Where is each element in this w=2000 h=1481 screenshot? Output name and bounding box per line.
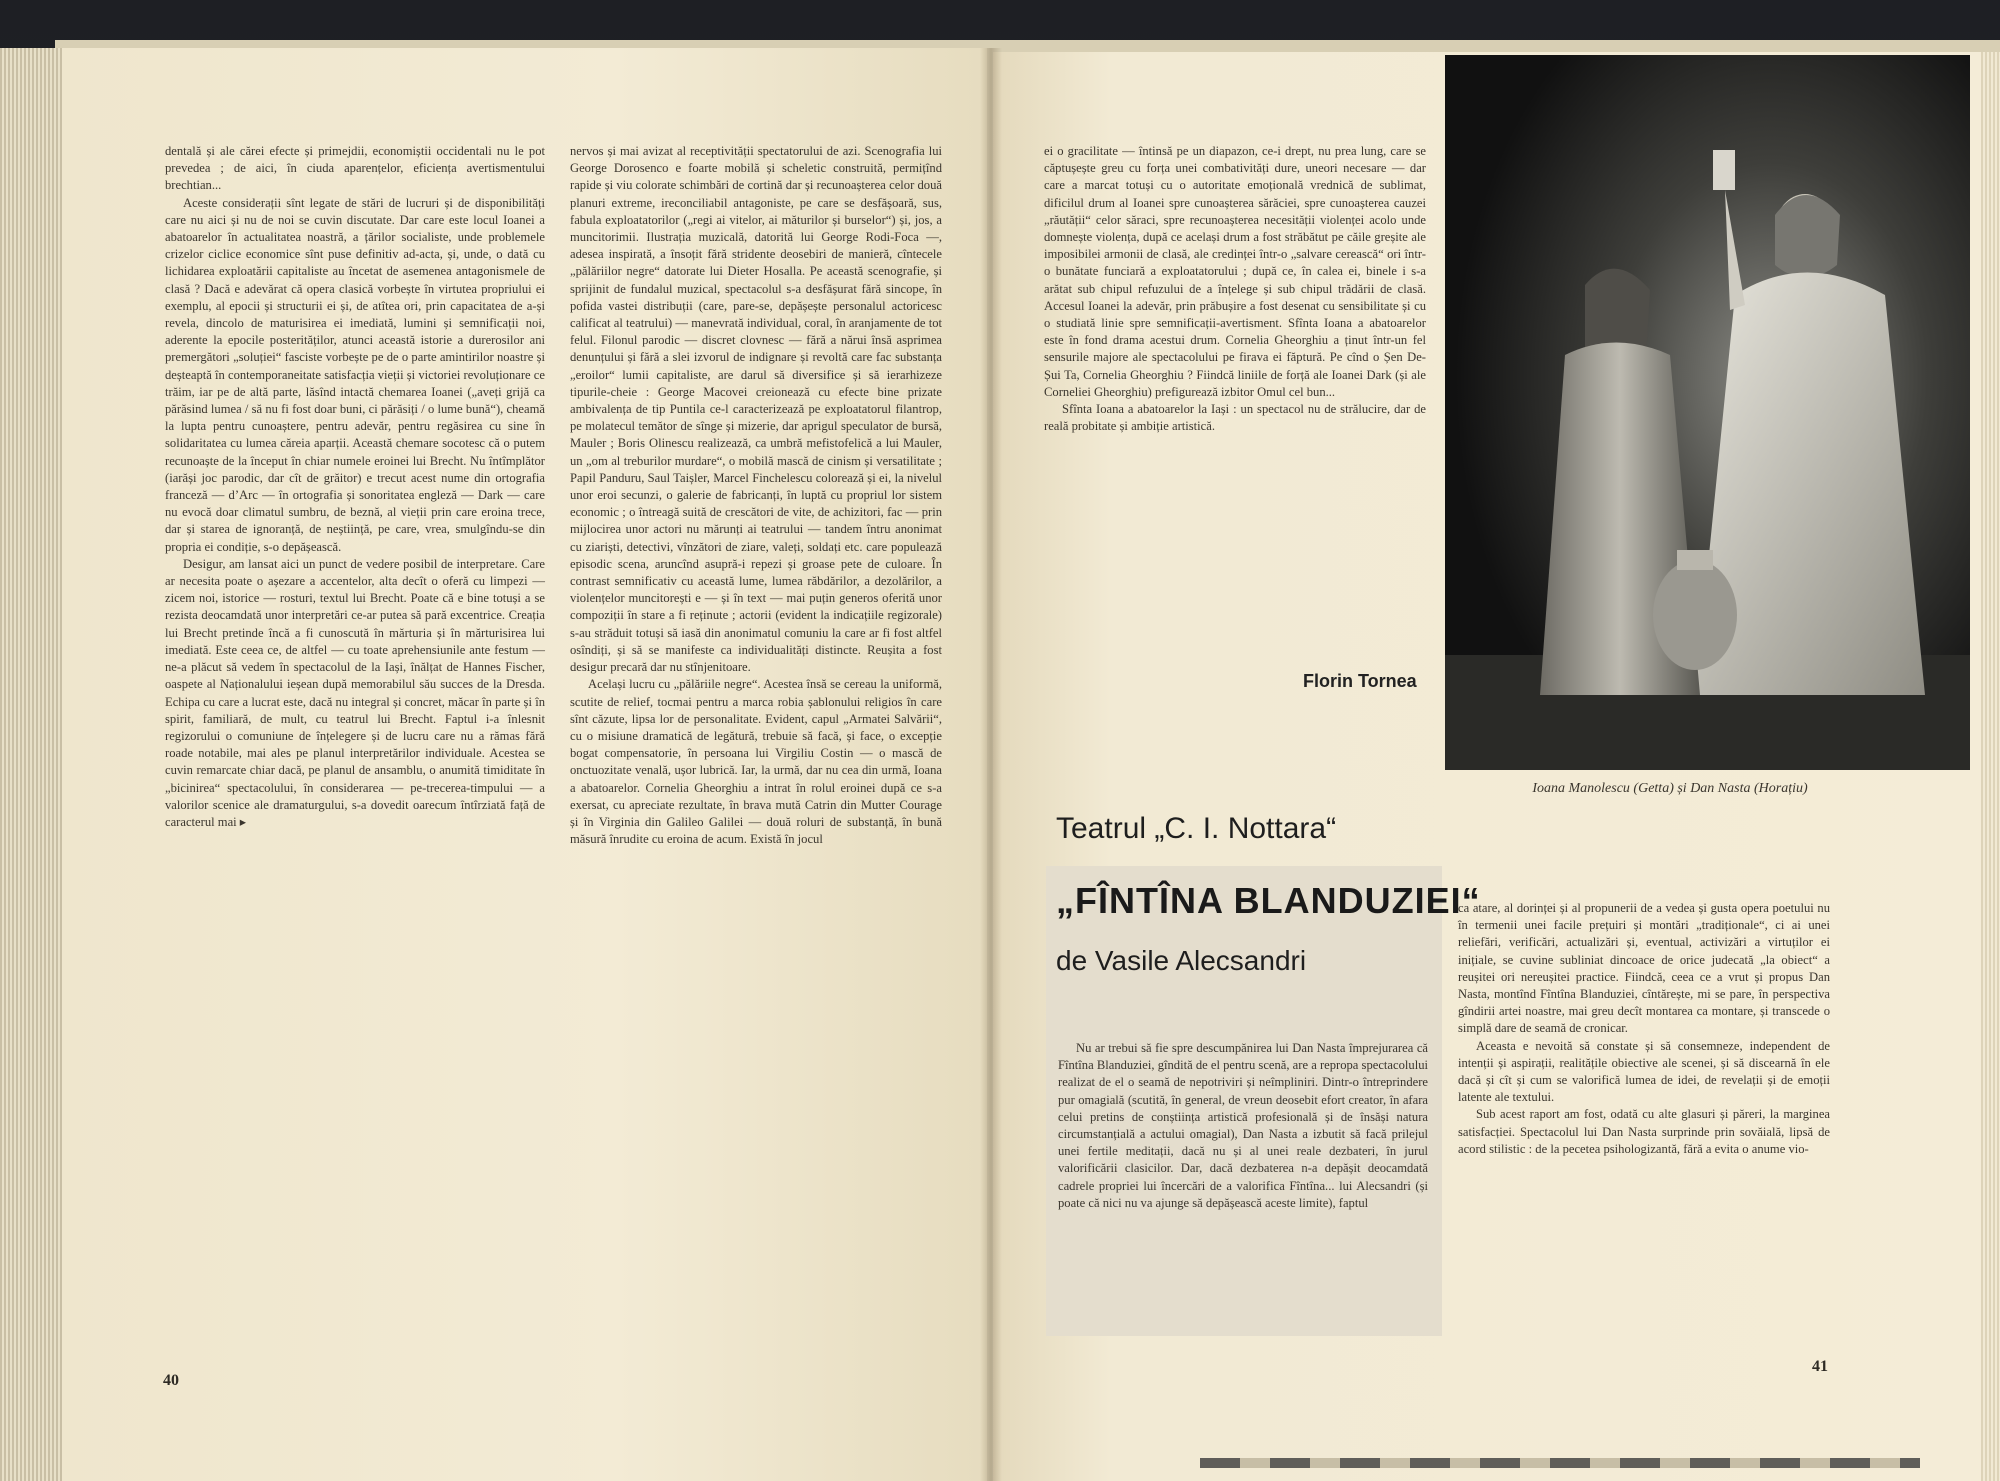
play-title: „FÎNTÎNA BLANDUZIEI“ bbox=[1056, 880, 1481, 921]
photo-caption: Ioana Manolescu (Getta) și Dan Nasta (Horațiu) bbox=[1532, 781, 1808, 796]
author-signature: Florin Tornea bbox=[1303, 671, 1417, 691]
page-number-right: 41 bbox=[1812, 1358, 1828, 1375]
paragraph: Desigur, am lansat aici un punct de vedere posibil de interpretare. Care ar necesita poate o așezare a accentelor, alta decît o oferă cu limpezi — zicem noi, istorice — rosturi, textul lui Brecht. Poate că e bine totuși a se rezista deocamdată unor interpretări ce-ar putea să pară excentrice. Creația lui Brecht pretinde încă a fi cunoscută în mărturia și în mărturisirea lui imediată. Este ceea ce, de altfel — cu toate aprehensiunile ante festum — ne-a plăcut să vedem în spectacolul de la Iași, înălțat de Hannes Fischer, oaspete al Naționalului ieșean după memorabilul său succes de la Dresda. Echipa cu care a lucrat este, dacă nu integral și concret, măcar în parte și în spirit, familiară, de mult, cu teatrul lui Brecht. Faptul i-a înlesnit regizorului o comuniune de înțelegere și de lucru care nu a rămas fără roade notabile, mai ales pe planul interpretărilor individuale. Acestea se cuvin remarcate chiar dacă, pe planul de ansamblu, o anumită timiditate în „bicinirea“ spectacolului, în considerarea — pe-trecerea-timpului — a valorilor scenice ale dramaturgului, s-a dovedit oarecum întîrziată față de caracterul mai ▸ bbox=[165, 556, 545, 829]
paragraph: Sfînta Ioana a abatoarelor la Iași : un spectacol nu de strălucire, dar de reală probitate și ambiție artistică. bbox=[1044, 402, 1426, 434]
paragraph: Același lucru cu „pălăriile negre“. Acestea însă se cereau la uniformă, scutite de relief, tocmai pentru a marca robia șablonului religios în care sînt căzute, lipsa lor de personalitate. Evident, capul „Armatei Salvării“, cu o misiune dramatică de legătură, trebuie să facă, și face, o excepție bogat compensatorie, în persoana lui Virgiliu Costin — o mască de onctuozitate venală, ușor lubrică. Iar, la urmă, dar nu cea din urmă, Ioana a abatoarelor. Cornelia Gheorghiu a intrat în rolul eroinei după ce s-a exersat, cu apreciate rezultate, în brava mută Catrin din Mutter Courage și în Virginia din Galileo Galilei — două roluri de substanță, în bună măsură înrudite cu eroina de acum. Există în jocul bbox=[570, 677, 942, 847]
right-page-edges bbox=[1981, 52, 2000, 1481]
left-column-2 bbox=[570, 143, 942, 848]
bottom-edge-stripe bbox=[1200, 1458, 1920, 1468]
left-page-edges bbox=[0, 48, 62, 1481]
paragraph: Aceasta e nevoită să constate și să consemneze, independent de intenții și aspirații, realitățile obiective ale scenei, și să discearnă în ele dacă și cît și cum se valorifică lumea de idei, de revelații și de emoții latente ale textului. bbox=[1458, 1038, 1830, 1105]
stage-photo bbox=[1445, 55, 1970, 770]
paragraph: nervos și mai avizat al receptivității spectatorului de azi. Scenografia lui George Dorosenco e foarte mobilă și scheletic construită, permițînd rapide și viu colorate schimbări de cortină dar și recunoașterea celor două planuri extreme, ireconciliabil antagoniste, pe care se desfășoară, sus, fabula exploatatorilor („regi ai vitelor, ai măturilor și burselor“) și, jos, a muncitorimii. Ilustrația muzicală, datorită lui George Rodi-Focа —, adesea inspirată, a însoțit fără stridente deosebiri de manieră, cîntecele „pălăriilor negre“ datorate lui Dieter Hosalla. Pe această scenografie, și sprijinit de fundalul muzical, spectacolul s-a desfășurat fără sincope, în pofida vastei distribuții (care, pare-se, depășește personalul actoricesc calificat al teatrului) — manevrată individual, coral, în aranjamente de tot felul. Filonul parodic — discret clovnesc — fără a nărui însă asprimea denunțului și fără a slei izvorul de indignare și revoltă care fac substanța „eroilor“ lumii capitaliste, are darul să diversifice și să ierarhizeze tipurile-cheie : George Macovei creionează cu efecte bine prizate ambivalența de tip Puntila ce-l caracterizează pe exploatatorul filantrop, pe molatecul temător de sînge și mizerie, dar aprigul speculator de bursă, Mauler ; Boris Olinescu realizează, ca umbră mefistofelică a lui Mauler, un „om al treburilor murdare“, o mobilă mască de cinism și versatilitate ; Papil Panduru, Saul Taișler, Marcel Finchelescu colorează și ei, la nivelul unor eroi secunzi, o galerie de fabricanți, în luptă cu propriul lor sistem economic ; o întreagă suită de crescători de vite, de achizitori, fac — prin mijlocirea unor actori nu mărunți ai teatrului — tandem întru anonimat cu ziariști, detectivi, vînzători de ziare, valeți, soldați etc. care populează episodic scena, aruncînd asupră-i repezi și groase pete de culoare. În contrast semnificativ cu această lume, lumea răbdărilor, a dezolărilor, a violențelor muncitorești e — și în text — mai puțin generos oferită unor compoziții în stare a fi reținute ; actorii (evident la indicațiile regizorale) s-au străduit totuși să iasă din anonimatul comuniu la care ar fi fost altfel osîndiți, și să se manifeste ca individualități distincte. Reușita a fost desigur precară dar nu stînjenitoare. bbox=[570, 144, 942, 675]
paragraph: ca atare, al dorinței și al propunerii de a vedea și gusta opera poetului nu în termenii unei facile prețuiri și montări „tradiționale“, ci ai unei reliefări, verificări, actualizări și, eventual, activizări a virtuților ei inițiale, se cuvine subliniat dincoace de orice judecată „la obiect“ a reușitei ori nereușitei practice. Fiindcă, ceea ce a vrut și propus Dan Nasta, montînd Fîntîna Blanduziei, cîntărește, mi se pare, în perspectiva gîndirii artei noastre, mai greu decît montarea ca montare, și transcede o simplă dare de seamă de cronicar. bbox=[1458, 901, 1830, 1036]
book-spine bbox=[980, 48, 1002, 1481]
paragraph: Sub acest raport am fost, odată cu alte glasuri și păreri, la marginea satisfacției. Spectacolul lui Dan Nasta surprinde prin sovăială, lipsă de acord stilistic : de la pecetea psihologizantă, fără a evita o anume vio- bbox=[1458, 1107, 1830, 1156]
right-column-1 bbox=[1044, 143, 1426, 435]
right-column-3 bbox=[1458, 900, 1830, 1158]
left-column-1 bbox=[165, 143, 545, 831]
paragraph: dentală și ale cărei efecte și primejdii, economiștii occidentali nu le pot prevedea ; de aici, în ciuda aparențelor, eficiența avertismentului brechtian... bbox=[165, 144, 545, 193]
right-column-2 bbox=[1058, 1040, 1428, 1212]
paragraph: Nu ar trebui să fie spre descumpănirea lui Dan Nasta împrejurarea că Fîntîna Blanduziei, gîndită de el pentru scenă, are a repropa spectacolului realizat de el o seamă de nepotriviri și neîmpliniri. Dintr-o întreprindere pur omagială (scutită, în general, de vreun deosebit efort creator, în afara celui pretins de conștiința artistică profesională și de însăși natura circumstanțială a actului omagial), Dan Nasta a izbutit să facă prilejul unei fertile meditații, dacă nu și al unei reale dezbateri, în jurul valorificării clasicilor. Dar, dacă dezbaterea n-a depășit deocamdată cadrele propriei lui încercări de a valorifica Fîntîna... lui Alecsandri (și poate că nici nu va ajunge să depășească aceste limite), faptul bbox=[1058, 1041, 1428, 1210]
theatre-heading: Teatrul „C. I. Nottara“ bbox=[1056, 812, 1337, 845]
page-number-left: 40 bbox=[163, 1372, 179, 1389]
paragraph: Aceste considerații sînt legate de stări de lucruri și de disponibilități care nu aici și nu de noi se cuvin discutate. Dar care este locul Ioanei a abatoarelor în actualitatea noastră, a țărilor socialiste, unde problemele crizelor ciclice economice sînt puse definitiv ad-acta, și, unde, o dată cu lichidarea exploatării capitaliste au încetat de asemenea antagonismele de clasă ? Dacă e adevărat că opera clasică vorbește în virtutea propriului ei exemplu, al epocii și structurii ei și, de atîtea ori, prin capacitatea de a-și revela, dincolo de maturisirea ei imediată, lumini și semnificații noi, aderente la epocile posterităților, atunci această istorie a durerosilor ani premergători „soluției“ fasciste vorbește pe de o parte amintirilor noastre și deșteaptă în contemporaneitate satisfacția vieții și victoriei revoluționare ce trăim, iar pe de altă parte, lăsînd intactă chemarea Ioanei („aveți grijă ca părăsind lumea / să nu fi fost doar buni, ci părăsiți / o lume bună“), cheamă la lupta pentru cunoaștere, pentru adevăr, pentru regăsirea cu sine în solidaritatea cu lumea căreia aparții. Această chemare socotesc că o putem recunoaște de la început în chiar numele eroinei lui Brecht. Nu întîmplător (iarăși joc parodic, dar cît de grăitor) e trecut acest nume din ortografia franceză — d’Arc — în ortografia și sonoritatea engleză — Dark — care nu evocă doar climatul sumbru, de beznă, al vieții prin care eroina trece, dar și starea de ignoranță, de neștiință, pe care, vrea, smulgîndu-se din propria ei condiție, s-o depășească. bbox=[165, 195, 545, 554]
photo-illustration bbox=[1445, 55, 1970, 770]
play-author: de Vasile Alecsandri bbox=[1056, 945, 1307, 976]
paragraph: ei o gracilitate — întinsă pe un diapazon, ce-i drept, nu prea lung, care se căptușește greu cu forța unei combativități dure, uneori necesare — dar care a marcat totuși cu o autoritate emoțională vrednică de sublimat, dificilul drum al Ioanei spre cunoașterea sărăciei, spre cunoașterea cauzei „răutății“ celor săraci, spre recunoașterea necesității violenței acolo unde domnește violența, după ce același drum a fost străbătut pe căile greșite ale imposibilei armonii de clasă, ale credinței într-o „salvare cerească“ ori într-o bunătate funciară a exploatatorului ; după ce, în calea ei, binele i s-a arătat sub chipul refuzului de a înțelege și sub chipul trădării de clasă. Accesul Ioanei la adevăr, prin prăbușire a fost desenat cu sensibilitate și cu o studiată linie spre semnificații-avertisment. Sfînta Ioana a abatoarelor este în fond drama acestui drum. Cornelia Gheorghiu a ținut într-un fel sensurile majore ale spectacolului pe firava ei făptură. Pe cînd o Șen De-Șui Ta, Cornelia Gheorghiu ? Fiindcă liniile de forță ale Ioanei Dark (și ale Corneliei Gheorghiu) prefigurează izbitor Omul cel bun... bbox=[1044, 144, 1426, 399]
